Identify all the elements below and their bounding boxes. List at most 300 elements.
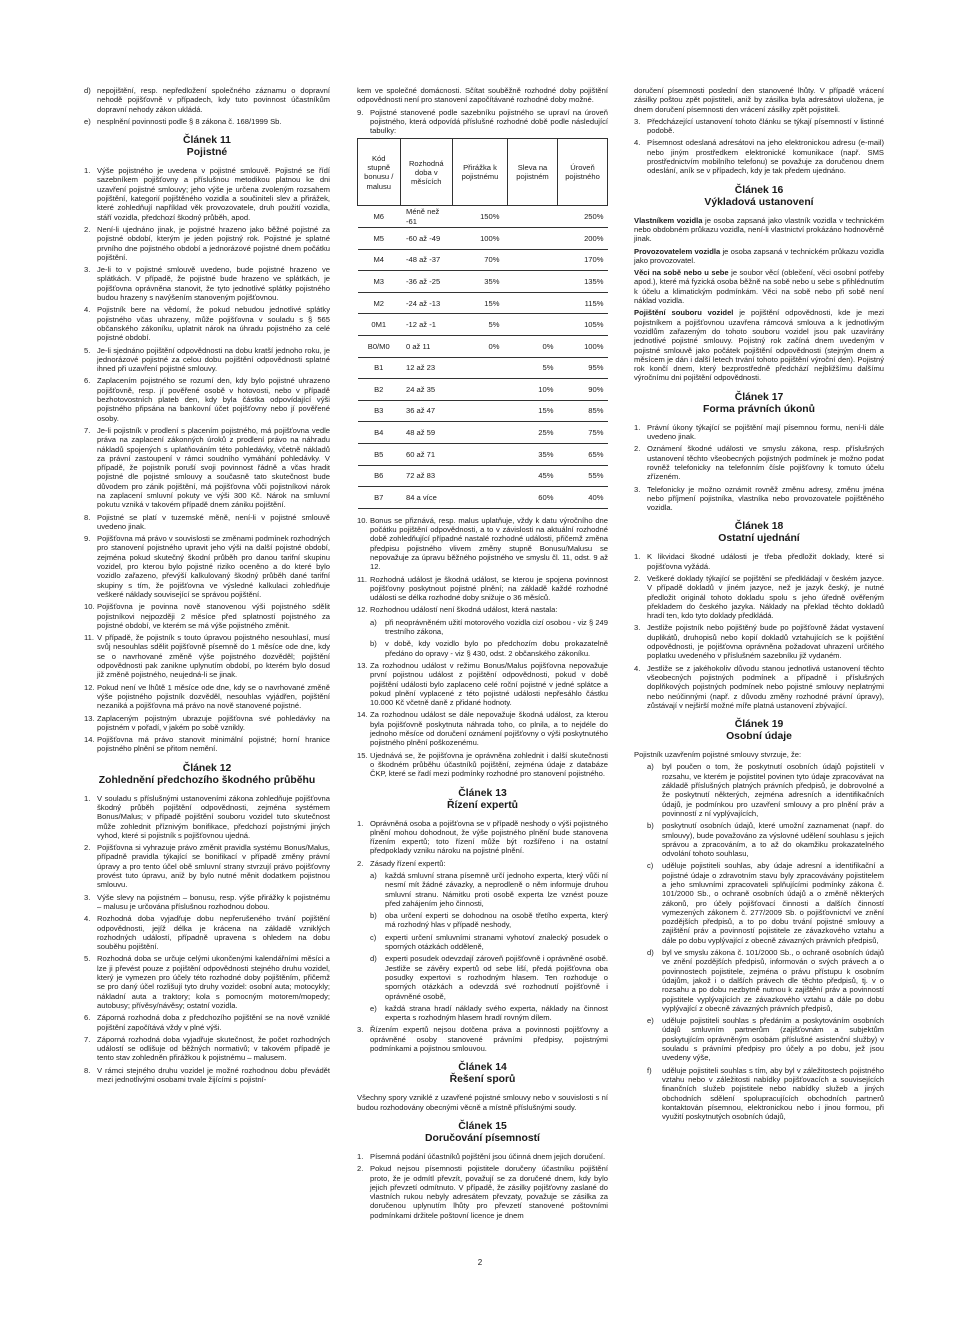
item-number: 12. [84,682,95,692]
table-cell: -24 až -13 [400,292,453,314]
paragraph: doručení písemnosti poslední den stanovené lhůty. V případě vrácení zásilky poštou zpět pojistiteli, aniž by zásilka byla adresátovi uložena, je dnem doručení písemnosti den vrácení zásilky zpět pojistiteli. [634,86,884,114]
article-number: Článek 14 [458,1062,507,1074]
definition [634,247,884,266]
item-text: Pokud nejsou písemnosti pojistitele doručeny účastníku pojištění proto, že je odmítl převzít, považují se za doručené dnem, kdy bylo jejich převzetí odmítnuto. V případě, že zásilky pojišťovny zaslané do vlastních rukou nebyly adresátem převzaty, považuje se zásilka za doručenou uplynutím lhůty pro převzetí stanovené poštovními podmínkami držitele poštovní licence je dnem [370,1164,608,1220]
item-number: 3. [634,484,641,494]
table-cell: 65% [558,444,608,466]
table-cell: M4 [358,249,401,271]
table-cell: 250% [558,206,608,228]
list-item [634,664,884,710]
item-text: Veškeré doklady týkající se pojištění se předkládají v českém jazyce. V případě dokladů v jiném jazyce, než je jazyk český, je nutné předložit originál tohoto dokladu spolu s jeho úředně ověřeným překladem do českého jazyka. Náklady na překlad těchto dokladů hradí ten, kdo tyto doklady předkládá. [647,573,884,621]
list-subitem [370,871,608,908]
table-cell: 135% [558,271,608,293]
article-heading [84,763,330,787]
item-text: Pojišťovna má právo v souvislosti se změnami podmínek rozhodných pro stanovení pojistného upravit jeho výši na další pojistné období, zejména pokud skutečný škodní průběh pro danou tarifní skupinu vozidel, pro kterou bylo pojistné riziko oceněno a do které bylo vozidlo zařazeno, převýší kalkulovaný škodný průběh dané tarifní skupiny s tím, že pojišťovna ve výsledné kalkulaci zohledňuje veškeré náklady související se správou pojištění. [97,534,330,599]
table-cell: 100% [558,336,608,358]
item-number: b) [647,821,654,831]
table-cell: B6 [358,465,401,487]
list-item [84,346,330,374]
item-number: 11. [357,574,367,584]
item-text: Bonus se přiznává, resp. malus uplatňuje, vždy k datu výročního dne počátku pojištění odpovědnosti, a to v závislosti na aktuální rozhodné době zohledňující případné nastalé rozhodné události, přičemž změna předpisu pojistného vlivem změny stupně Bonusu/Malusu se nepovažuje za úpravu běžného pojistného ve smyslu čl. 11, odst. 9 až 12. [370,515,608,572]
article-number: Článek 13 [458,787,507,799]
item-number: e) [84,116,91,126]
item-text: nepojištění, resp. nepředložení společného záznamu o dopravní nehodě pojišťovně v případech, kdy tuto povinnost účastníkům dopravní nehody zákon ukládá. [97,86,330,114]
item-number: f) [647,1065,652,1075]
item-text: Pokud není ve lhůtě 1 měsíce ode dne, kdy se o navrhované změně výše pojistného pojistník dozvěděl, nesouhlas vyjádřen, pojištění nezaniká a pojišťovna má právo na nově stanovené pojistné. [97,682,330,711]
table-cell: 72 až 83 [400,465,453,487]
item-text: Pojistné stanovené podle sazebníku pojistného se upraví na úroveň pojistného, která odpovídá příslušné rozhodné době podle následující tabulky: [370,107,608,136]
table-cell: 40% [558,487,608,509]
article-heading [357,788,608,812]
item-number: 1. [84,793,91,803]
table-cell: -36 až -25 [400,271,453,293]
item-text: Jestliže se z jakéhokoliv důvodu stanou jednotlivá ustanovení těchto všeobecných pojistných podmínek a případně i příslušných doplňkových pojistných podmínek nebo pojistné smlouvy neplatnými nebo neúčinnými (např. z důvodu změny rozhodné právní úpravy), zůstávají v nejširší možné míře platná ustanovení zbývající. [647,663,884,710]
item-number: 2. [634,573,641,583]
item-number: b) [370,911,377,921]
item-text: poskytnutí osobních údajů, které umožní zaznamenat (např. do smlouvy), bude považováno za výslovné udělení souhlasu s jejich správou a zpracováním, a to až do okamžiku prokazatelného odvolání tohoto souhlasu, [662,821,884,859]
table-cell: 70% [453,249,508,271]
list-item [84,714,330,733]
article-heading [634,392,884,416]
article-title: Řešení sporů [449,1074,516,1086]
table-cell: 35% [453,271,508,293]
table-cell: B1 [358,357,401,379]
list-subitem [370,639,608,658]
item-number: 11. [84,633,94,643]
list-item [357,1025,608,1053]
item-number: 15. [357,750,368,760]
item-text: Pojistník bere na vědomí, že pokud nebudou jednotlivé splátky pojistného včas uhrazeny, může pojišťovna v souladu s § 565 občanského zákoníku, uplatnit nárok na úhradu pojistného za celé pojistné období. [97,305,330,343]
item-number: c) [647,861,654,871]
table-cell [508,292,558,314]
table-row [358,422,608,444]
table-cell: B4 [358,422,401,444]
table-cell: 36 až 47 [400,400,453,422]
table-header-cell: Úroveň pojistného [558,139,608,206]
right-column [634,86,884,1124]
article-title: Forma právních úkonů [702,403,815,415]
article-number: Článek 12 [182,762,232,774]
definition-term: Pojištění souboru vozidel [634,308,734,318]
table-cell [453,422,508,444]
list-item [84,305,330,342]
table-cell [453,357,508,379]
table-cell: B5 [358,444,401,466]
item-text: Písemná podání účastníků pojištění jsou účinná dnem jejich doručení. [370,1151,606,1161]
table-cell: 75% [558,422,608,444]
item-text: uděluje pojistiteli souhlas s předáním a poskytováním osobních údajů smluvním partnerům (zajišťovnám a subjektům poskytujícím oprávněným osobám příslušné asistenční služby) v souladu s právními předpisy pro účely a po dobu, jež jsou uvedeny výše, [662,1016,884,1063]
table-cell: 15% [508,400,558,422]
list-item [84,166,330,222]
item-number: 4. [634,663,641,673]
list-item [84,683,330,711]
item-text: byl poučen o tom, že poskytnutí osobních údajů pojistitelí v rozsahu, ve kterém je pojistitel povinen tyto údaje zpracovávat na základě příslušných platných právních předpisů, je dobrovolné a že poskytnutí některých, zejména adresních a identifikačních údajů, je podmínkou pro uzavření smlouvy a pro plnění práv a povinností z ní vyplývajících, [662,762,884,818]
item-number: 9. [84,534,91,544]
table-cell: 24 až 35 [400,379,453,401]
item-number: 8. [84,1065,91,1075]
bonus-malus-table [357,138,608,508]
table-cell: 5% [508,357,558,379]
item-number: 1. [357,818,364,828]
list-subitem [647,821,884,858]
item-number: 7. [84,1034,91,1044]
item-number: e) [370,1003,377,1013]
item-number: 2. [634,444,641,454]
list-item [84,843,330,889]
item-number: c) [370,932,377,942]
table-cell: -12 až -1 [400,314,453,336]
list-item [634,574,884,620]
table-cell: 200% [558,228,608,250]
list-item [84,117,330,126]
list-item [84,86,330,114]
table-row [358,465,608,487]
table-cell: 10% [508,379,558,401]
article-heading [84,135,330,159]
table-row [358,379,608,401]
table-cell: M2 [358,292,401,314]
item-text: Řízením expertů nejsou dotčena práva a povinnosti pojišťovny a oprávněné osoby stanovené právními předpisy, pojistnými podmínkami a pojistnou smlouvou. [370,1025,608,1054]
item-text: K likvidaci škodné události je třeba předložit doklady, které si pojišťovna vyžádá. [647,552,884,571]
item-text: Oprávněná osoba a pojišťovna se v případě neshody o výši pojistného plnění mohou dohodnout, že výše pojistného plnění bude stanovena řízením expertů; toto řízení může být rozšířeno i na ostatní předpoklady vzniku nároku na pojistné plnění. [370,818,608,856]
item-number: 14. [84,735,95,745]
table-row [358,314,608,336]
table-cell: B2 [358,379,401,401]
item-number: 2. [84,843,91,853]
item-text: Pojišťovna je povinna nově stanovenou výši pojistného sdělit pojistníkovi nejpozději 2 měsíce před splatností pojistného za pojistné období, ve kterém se má výše pojistného změnit. [97,602,330,630]
item-text: V rámci stejného druhu vozidel je možné rozhodnou dobu převádět mezi jednotlivými osobami trvale žijícími s pojistní- [97,1065,330,1085]
item-text: Zaplacením pojistného se rozumí den, kdy bylo pojistné uhrazeno pojišťovně, resp. jí pověřené osobě v hotovosti, nebo v případě bezhotovostních plateb den, kdy byla částka odpovídající výši pojistného připsána na bankovní účet pojišťovny nebo jí pověřené osoby. [97,376,330,423]
article-heading [634,521,884,545]
definition-text: je osoba zapsaná jako vlastník vozidla v technickém nebo obdobném průkazu vozidla, není-li vlastnictví prokázáno hodnověrně jinak. [634,215,884,244]
item-number: 13. [84,713,95,723]
article-title: Výkladová ustanovení [704,196,814,208]
item-text: Rozhodná událost je škodná událost, se kterou je spojena povinnost pojišťovny poskytnout pojistné plnění; na základě každé rozhodné události se délka rozhodné doby snižuje o 36 měsíců. [370,574,608,603]
left-column [84,86,330,1087]
item-text: byl ve smyslu zákona č. 101/2000 Sb., o ochraně osobních údajů ve znění pozdějších předpisů, informován o svých právech a o povinnostech pojistitele, zejména o právu přístupu k osobním údajům, jakož i o dalších právech dle těchto předpisů, tj. v o rozsahu a po dobu nezbytně nutnou k zajištění práv a povinností pojistitele vyplývajících ze závazkového vztahu a dále po dobu vyplývající z obecně závazných právních předpisů, [662,948,884,1013]
table-header-row [358,139,608,206]
table-row [358,487,608,509]
table-row [358,206,608,228]
article-title: Ostatní ujednání [718,533,800,545]
list-subitem [370,1004,608,1023]
table-cell [453,465,508,487]
list-item [357,516,608,572]
definition-term: Věci na sobě nebo u sebe [634,268,729,278]
table-cell: 5% [453,314,508,336]
table-cell: 0 až 11 [400,336,453,358]
list-item [84,633,330,679]
table-cell: 84 a více [400,487,453,509]
table-cell [508,206,558,228]
item-number: 2. [357,858,364,868]
paragraph: kem ve společné domácnosti. Sčítat souběžně rozhodné doby pojištění odpovědnosti není pro stanovení započítávané rozhodné doby možné. [357,86,608,105]
item-text: každá strana hradí náklady svého experta, náklady na činnost experta s rozhodným hlasem hradí rovným dílem. [385,1003,608,1023]
list-item [84,534,330,599]
list-item [634,485,884,513]
list-subitem [647,1066,884,1122]
article-heading [634,719,884,743]
table-cell: 0M1 [358,314,401,336]
article-heading [634,185,884,209]
item-text: Rozhodná doba se určuje celými ukončenými kalendářními měsíci a lze ji převést pouze z pojištění odpovědnosti stejného druhu vozidel, který je vymezen pro účely této rozhodné doby pojištěním, přičemž se pro daný účel rozlišují tyto druhy vozidel: osobní auta; motocykly; nákladní auta a traktory; kola s pomocným motorem/mopedy; autobusy; přívěsy/návěsy; ostatní vozidla. [97,954,330,1010]
list-item [84,893,330,912]
list-item [84,265,330,302]
table-cell: M6 [358,206,401,228]
item-number: 13. [357,660,368,670]
item-text: Písemnost odeslaná adresátovi na jeho elektronickou adresu (e-mail) nebo jiným prostředkem elektronické komunikace (např. SMS prostřednictvím mobilního telefonu) se považuje za doručenou dnem odeslání, aník se v případech, kdy je tak předem ujednáno. [647,138,884,176]
list-item [84,914,330,951]
item-text: Zásady řízení expertů: [370,858,446,868]
list-item [357,575,608,603]
item-text: Záporná rozhodná doba vyjadřuje skutečnost, že počet rozhodných událostí se odlišuje od běžných normativů; v takovém případě je tento stav zohledněn přirážkou k pojistnému – malusem. [97,1034,330,1063]
item-number: 6. [84,376,91,386]
article-title: Řízení expertů [446,799,519,811]
list-item [357,661,608,707]
item-number: 3. [357,1025,364,1035]
list-item [634,552,884,571]
item-text: při neoprávněném užití motorového vozidla cizí osobou - viz § 249 trestního zákona, [385,617,608,637]
list-subitem [647,948,884,1013]
item-number: 10. [84,602,95,612]
table-cell: 60 až 71 [400,444,453,466]
item-number: 1. [357,1151,364,1161]
list-item [634,623,884,660]
table-cell: 0% [508,336,558,358]
item-number: 5. [84,345,91,355]
item-number: 4. [84,914,91,924]
table-cell: 100% [453,228,508,250]
list-item [84,1035,330,1063]
article-title: Osobní údaje [726,731,792,743]
item-number: 3. [84,892,91,902]
list-item [634,138,884,175]
item-text: Rozhodná doba vyjadřuje dobu nepřerušeného trvání pojištění odpovědnosti, jejíž délka je krácena na základě vzniklých rozhodných událostí, případně upravena s ohledem na dobu souběhu pojištění. [97,914,330,952]
item-text: Předcházející ustanovení tohoto článku se týkají písemností v listinné podobě. [647,116,884,136]
item-text: Je-li pojistník v prodlení s placením pojistného, má pojišťovna vedle práva na zaplacení zákonných úroků z prodlení právo na náhradu nákladů spojených s uplatňováním této pohledávky, včetně nákladů za právní zastoupení v rámci soudního vymáhání pohledávky. V případě, že pojistník poruší svoji povinnost řádně a včas hradit pojistné dle pojistné smlouvy a současně tato skutečnost bude důvodem pro zánik pojištění, má pojišťovna vůči pojistníkovi nárok na zaplacení smluvní pokuty ve výši 300 Kč. Nárok na smluvní pokutu vzniká v takovém případě dnem zániku pojištění. [97,425,330,510]
item-text: Zaplaceným pojistným ubrazuje pojišťovna své pohledávky na pojistném v pořadí, v jakém po sobě vznikly. [97,713,330,732]
item-text: Záporná rozhodná doba z předchozího pojištění se na nově vzniklé pojištění započítává vždy v plné výši. [97,1013,330,1032]
table-cell [453,444,508,466]
list-item [84,794,330,840]
list-subitem [370,954,608,1000]
item-text: experti posudek odevzdají zároveň pojišťovně i oprávněné osobě. Jestliže se závěry expertů od sebe liší, předá pojišťovna oba posudky expertovi s rozhodným hlasem. Ten rozhoduje o sporných otázkách a odevzdá své rozhodnutí pojišťovně i oprávněné osobě, [385,954,608,1001]
table-cell: 0% [453,336,508,358]
item-text: Není-li ujednáno jinak, je pojistné hrazeno jako běžné pojistné za pojistné období, kterým je jeden pojistný rok. Pojistné je splatné prvního dne pojistného období a jednorázové pojistné dnem počátku pojištění. [97,224,330,262]
table-cell: 90% [558,379,608,401]
list-subitem [370,618,608,637]
article-number: Článek 16 [734,184,784,196]
paragraph: Všechny spory vzniklé z uzavřené pojistné smlouvy nebo v souvislosti s ní budou rozhodovány obecnými věcně a místně příslušnými soudy. [357,1093,608,1112]
list-item [84,376,330,422]
item-number: 6. [84,1013,91,1023]
list-item [84,1013,330,1032]
list-item [357,1152,608,1161]
article-number: Článek 17 [734,391,784,403]
item-number: d) [84,86,91,95]
article-number: Článek 15 [458,1120,507,1132]
definition-text: je pojištění odpovědnosti, kde je mezi pojistníkem a pojišťovnou uzavřena rámcová smlouva a k jednotlivým vozidlům zařazeným do tohoto souboru vozidel jsou pak uzavírány jednotlivé pojistné smlouvy. Pojistný rok začíná dnem uvedeným v pojistné smlouvě jako počátek pojištění odpovědnosti (stejným dnem a měsícem je dán i další letech trvání tohoto pojištění výroční den). Pojistný rok končí dnem, který bezprostředně předchází nejbližšímu dalšímu výročnímu dni pojištění odpovědnosti. [634,308,884,383]
table-cell [508,228,558,250]
list-item [634,117,884,136]
table-cell: B3 [358,400,401,422]
list-item [84,1066,330,1085]
list-item [357,859,608,868]
item-number: a) [370,871,377,880]
item-number: 4. [634,138,641,148]
definition [634,308,884,382]
table-cell: 35% [508,444,558,466]
item-number: 10. [357,515,368,525]
definition [634,268,884,305]
item-text: Pojišťovna si vyhrazuje právo změnit pravidla systému Bonus/Malus, případně pravidla týkající se bonifikací v případě změny právní úpravy a pro tento účel obě smluvní strany stvrzují právo pojišťovny provést tuto úpravu, aniž by bylo nutné měnit dodatkem pojistnou smlouvu. [97,843,330,890]
item-number: d) [647,948,654,958]
list-item [357,751,608,779]
item-text: Je-li to v pojistné smlouvě uvedeno, bude pojistné hrazeno ve splátkách. V případě, že pojistné bude hrazeno ve splátkách, je pojišťovna oprávněna stanovit, že tyto jednotlivé splátky pojistného budou hrazeny s navýšením stanoveným pojišťovnou. [97,265,330,303]
table-cell: 115% [558,292,608,314]
item-number: 4. [84,305,91,315]
item-number: 3. [634,623,641,633]
table-cell: B0/M0 [358,336,401,358]
item-number: a) [370,617,377,627]
list-item [357,108,608,136]
table-header-cell: Kód stupně bonusu / malusu [358,139,401,206]
table-cell [508,249,558,271]
item-text: Pojistné se platí v tuzemské měně, není-li v pojistné smlouvě uvedeno jinak. [97,512,330,531]
page-number: 2 [477,1258,483,1267]
table-row [358,444,608,466]
definition-text: je soubor věcí (oblečení, věci osobní potřeby apod.), které má fyzická osoba běžně na sobě nebo u sebe s přihlédnutím k účelu a klimatickým podmínkám. Věci na sobě nebo při sobě není náklad vozidla. [634,268,884,306]
item-number: 1. [634,422,641,432]
list-item [84,225,330,262]
list-item [634,423,884,442]
list-item [84,602,330,630]
paragraph: Pojistník uzavřením pojistné smlouvy stvrzuje, že: [634,750,802,760]
table-cell: -48 až -37 [400,249,453,271]
list-subitem [647,762,884,818]
item-text: Za rozhodnou událost se dále nepovažuje škodná událost, za kterou byla pojišťovně poskytnuta náhrada toho, co plnila, a to nejdéle do jednoho měsíce od doručení oznámení pojišťovny o výši poskytnutého pojistného plnění poškozenému. [370,710,608,748]
middle-column [357,86,608,1223]
item-text: v době, kdy vozidlo bylo po předchozím dobu prokazatelně předáno do opravy - viz § 430, odst. 2 občanského zákoníku. [385,639,608,658]
definition-term: Vlastníkem vozidla [634,215,703,225]
item-number: 14. [357,710,368,720]
table-cell [453,400,508,422]
list-item [357,605,608,614]
item-number: 8. [84,512,91,522]
table-row [358,228,608,250]
table-cell: 25% [508,422,558,444]
table-cell [453,487,508,509]
article-title: Pojistné [186,147,228,159]
article-heading [357,1062,608,1086]
list-subitem [647,1016,884,1062]
item-text: Pojišťovna má právo stanovit minimální pojistné; horní hranice pojistného plnění se přitom nemění. [97,735,330,754]
table-cell: 170% [558,249,608,271]
list-item [84,426,330,510]
item-number: d) [370,954,377,964]
table-cell: 12 až 23 [400,357,453,379]
item-text: Je-li sjednáno pojištění odpovědnosti na dobu kratší jednoho roku, je jednorázové pojistné za celou dobu pojištění odpovědnosti splatné ihned při uzavření pojistné smlouvy. [97,345,330,374]
definition [634,216,884,244]
table-cell [508,271,558,293]
table-cell: 150% [453,206,508,228]
table-row [358,271,608,293]
item-number: 3. [634,116,641,126]
item-number: 1. [634,552,641,562]
article-title: Doručování písemností [425,1132,540,1144]
item-number: 2. [84,224,91,234]
list-subitem [370,911,608,930]
item-text: Ujednává se, že pojišťovna je oprávněna zohlednit i další skutečnosti o škodném průběhu účastníků pojištění, zejména údaje z databáze ČKP, které se řadí mezi podmínky rozhodné pro stanovení pojistného. [370,750,608,779]
item-number: 2. [357,1164,364,1174]
table-cell: 60% [508,487,558,509]
list-subitem [647,861,884,945]
table-cell: 55% [558,465,608,487]
item-text: experti určení smluvními stranami vyhotoví znalecký posudek o sporných otázkách odděleně, [385,932,608,952]
table-cell: M3 [358,271,401,293]
item-text: Telefonicky je možno oznámit rovněž změnu adresy, změnu jména nebo příjmení pojistníka, vlastníka nebo provozovatele pojištěného vozidla. [647,484,884,513]
item-text: uděluje pojistiteli souhlas s tím, aby byl v záležitostech pojistného vztahu nebo v záležitosti nabídky pojišťovacích a souvisejících finančních služeb pojistitele nebo nabídky služeb a jiných obchodních sdělení spolupracujících obchodních partnerů kontaktován písemnou, elektronickou nebo i jinou formou, při využití poskytnutých osobních údajů, [662,1065,884,1122]
article-number: Článek 11 [183,135,231,147]
table-cell: M5 [358,228,401,250]
article-heading [357,1121,608,1145]
item-number: a) [647,762,654,772]
item-number: 12. [357,605,368,615]
item-text: Výše pojistného je uvedena v pojistné smlouvě. Pojistné se řídí sazebníkem pojišťovny a příslušnou metodikou platnou ke dni uzavření pojistné smlouvy; jeho výše je určena zvoleným rozsahem pojištění, kategorií pojištěného vozidla a součiniteli slev a přirážek, které zohledňují například věk provozovatele, druh použití vozidla, stáří vozidla, předchozí škodný průběh, apod. [97,166,330,222]
article-number: Článek 19 [734,719,784,731]
item-text: Jestliže pojistník nebo pojištěný bude po pojišťovně žádat vystavení duplikátů, druhopisů nebo kopií dokladů vztahujících se k pojištění odpovědnosti, je pojišťovna oprávněna požadovat uhrazení určitého poplatku uvedeného v příslušném sazebníku již vydaném. [647,623,884,661]
table-header-cell: Přirážka k pojistnému [453,139,508,206]
table-row [358,336,608,358]
item-number: 5. [84,954,91,964]
table-cell: 85% [558,400,608,422]
item-number: e) [647,1016,654,1026]
table-row [358,357,608,379]
item-number: 3. [84,265,91,275]
item-number: b) [370,639,377,649]
list-item [357,819,608,856]
table-row [358,292,608,314]
definition-term: Provozovatelem vozidla [634,246,721,256]
table-cell: Méně než -61 [400,206,453,228]
item-text: uděluje pojistiteli souhlas, aby údaje adresní a identifikační a pojistné údaje o zdravotním stavu byly zpracovávány pojistitelem a jeho smluvními zpracovateli splňujícími podmínky zákona č. 101/2000 Sb., o ochraně osobních údajů a o změně některých zákonů, pro účely pojišťovací činnosti a dalších činností vymezených zákonem č. 277/2009 Sb. o pojišťovnictví ve znění pozdějších předpisů, a to po dobu trvání pojistné smlouvy a zajištění práv a povinností pojistitele ze závazkového vztahu a dále po dobu vyplývající z obecně závazných právních předpisů, [662,861,884,945]
table-cell [453,379,508,401]
table-header-cell: Sleva na pojistném [508,139,558,206]
item-text: V souladu s příslušnými ustanoveními zákona zohledňuje pojišťovna škodný průběh pojištění odpovědnosti, zejména systémem Bonus/Malus; v případě pojištění souboru vozidel tuto skutečnost může zohlednit příznivým bonifikace, předchozí pojistnými jiných vyhod, které si pojistník s pojišťovnou ujedná. [97,793,330,840]
list-item [84,954,330,1010]
table-row [358,249,608,271]
list-item [634,444,884,481]
table-header-cell: Rozhodná doba v měsících [400,139,453,206]
article-title: Zohlednění předchozího škodného průběhu [98,774,316,786]
table-row [358,400,608,422]
table-cell: 95% [558,357,608,379]
table-cell: 45% [508,465,558,487]
list-item [357,1164,608,1220]
item-number: 7. [84,425,91,435]
list-item [357,710,608,747]
table-cell: 48 až 59 [400,422,453,444]
item-text: Rozhodnou událostí není škodná událost, která nastala: [370,605,558,615]
table-cell: 15% [453,292,508,314]
item-number: 1. [84,166,91,176]
item-text: Výše slevy na pojistném – bonusu, resp. výše přirážky k pojistnému – malusu je určována příslušnou rozhodnou dobou. [97,892,330,911]
list-item [84,513,330,532]
table-cell [508,314,558,336]
article-number: Článek 18 [734,521,784,533]
list-subitem [370,933,608,952]
item-text: Oznámení škodné události ve smyslu zákona, resp. příslušných ustanovení těchto všeobecných pojistných podmínek je možno podat rovněž telefonicky na telefonním čísle pojišťovny k tomuto účelu zřízeném. [647,444,884,482]
